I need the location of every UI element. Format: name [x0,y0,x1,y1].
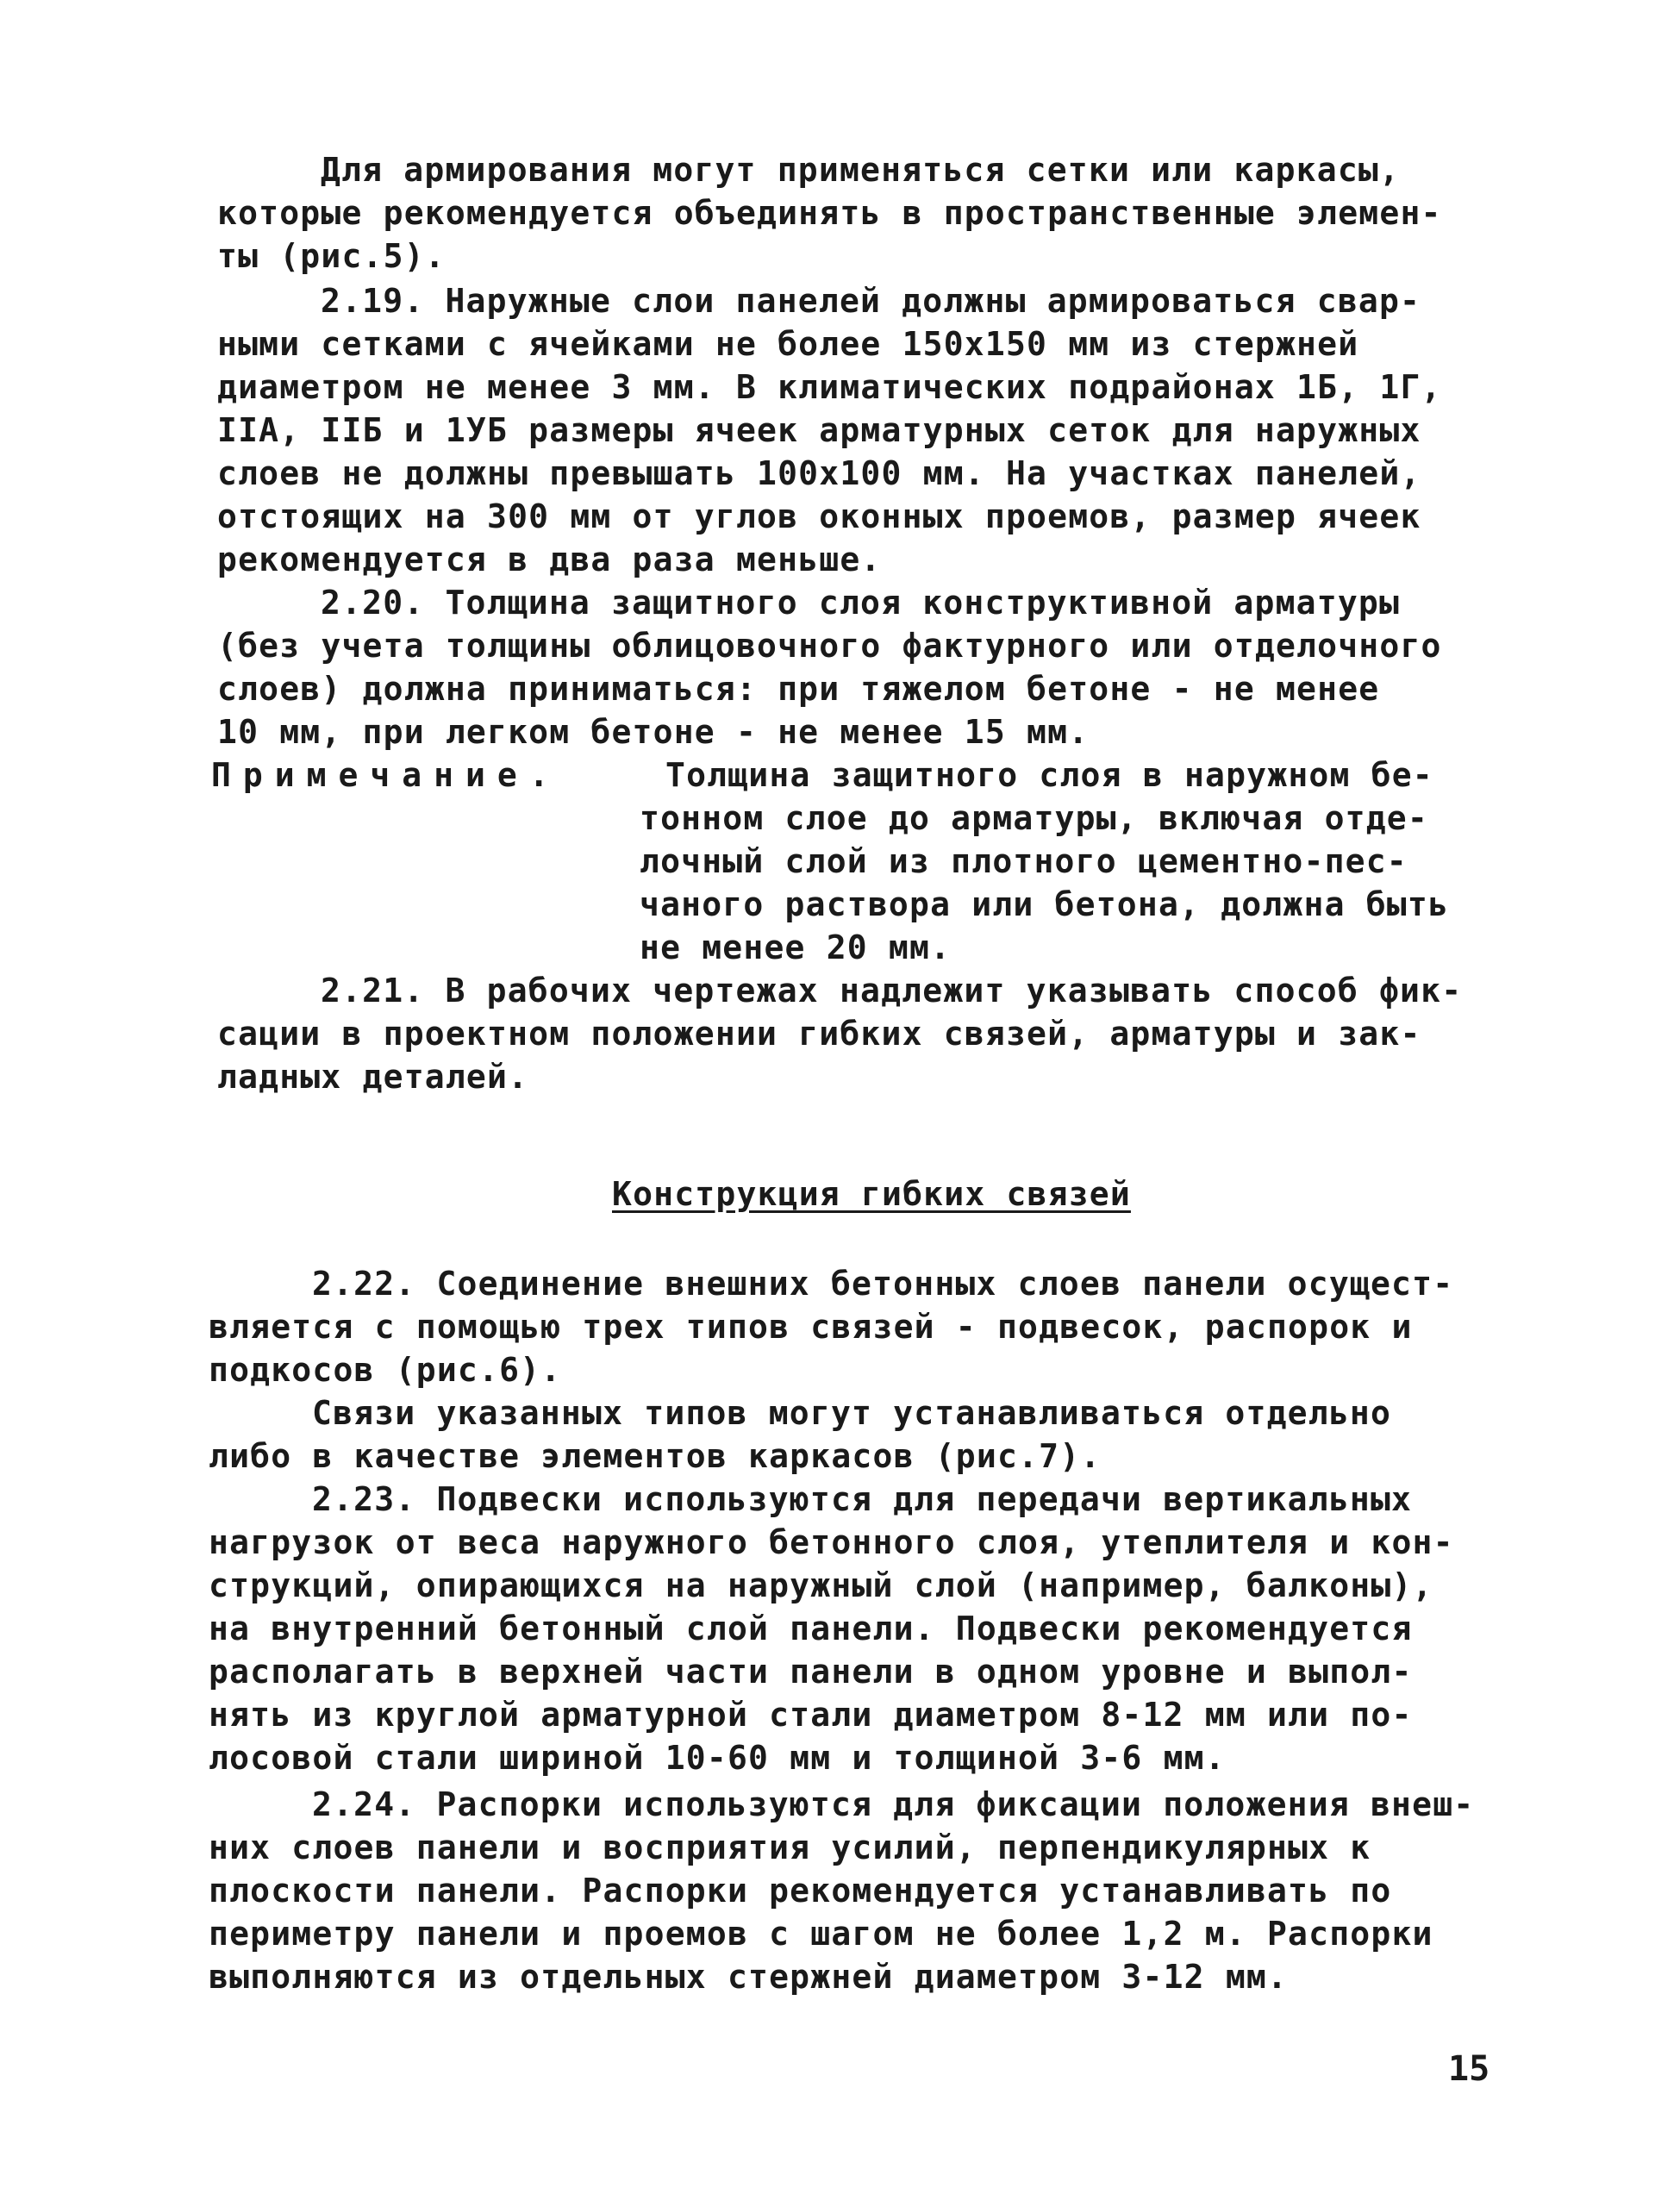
text-line: 2.23. Подвески используются для передачи вертикальных [312,1480,1413,1518]
text-line: плоскости панели. Распорки рекомендуется устанавливать по [209,1872,1392,1910]
page-number: 15 [1448,2049,1490,2089]
text-line: Для армирования могут применяться сетки или каркасы, [321,151,1401,189]
note-line: не менее 20 мм. [640,928,952,966]
text-line: 2.21. В рабочих чертежах надлежит указывать способ фик- [321,972,1463,1010]
text-line: выполняются из отдельных стержней диаметром 3-12 мм. [209,1958,1289,1996]
text-line: слоев не должны превышать 100х100 мм. На участках панелей, [217,454,1421,492]
text-line: струкций, опирающихся на наружный слой (например, балконы), [209,1566,1433,1604]
text-line: лосовой стали шириной 10-60 мм и толщиной 3-6 мм. [209,1739,1226,1777]
text-line: IIА, IIБ и 1УБ размеры ячеек арматурных сеток для наружных [217,411,1421,449]
text-line: 10 мм, при легком бетоне - не менее 15 мм. [217,713,1090,751]
text-line: Связи указанных типов могут устанавливаться отдельно [312,1394,1392,1432]
text-line: сации в проектном положении гибких связей, арматуры и зак- [217,1015,1421,1053]
text-line: ными сетками с ячейками не более 150х150 мм из стержней [217,325,1359,363]
text-line: периметру панели и проемов с шагом не более 1,2 м. Распорки [209,1915,1433,1953]
text-line: 2.19. Наружные слои панелей должны армироваться свар- [321,282,1421,320]
text-line: рекомендуется в два раза меньше. [217,541,882,578]
text-line: отстоящих на 300 мм от углов оконных проемов, размер ячеек [217,497,1421,535]
text-line: ты (рис.5). [217,237,446,275]
text-line: вляется с помощью трех типов связей - подвесок, распорок и [209,1308,1413,1346]
text-line: 2.22. Соединение внешних бетонных слоев панели осущест- [312,1265,1454,1303]
text-line: 2.24. Распорки используются для фиксации положения внеш- [312,1785,1475,1823]
text-line: которые рекомендуется объединять в пространственные элемен- [217,194,1442,232]
section-heading: Конструкция гибких связей [612,1175,1131,1213]
note-line: тонном слое до арматуры, включая отде- [640,799,1428,837]
text-line: диаметром не менее 3 мм. В климатических подрайонах 1Б, 1Г, [217,368,1442,406]
note-label: Примечание. [211,756,561,794]
text-line: нагрузок от веса наружного бетонного слоя, утеплителя и кон- [209,1523,1454,1561]
note-line: лочный слой из плотного цементно-пес- [640,842,1408,880]
text-line: (без учета толщины облицовочного фактурного или отделочного [217,627,1442,665]
text-line: на внутренний бетонный слой панели. Подвески рекомендуется [209,1610,1413,1647]
text-line: ладных деталей. [217,1058,529,1096]
note-line: чаного раствора или бетона, должна быть [640,885,1450,923]
text-line: либо в качестве элементов каркасов (рис.7). [209,1437,1102,1475]
text-line: располагать в верхней части панели в одном уровне и выпол- [209,1653,1413,1691]
text-line: подкосов (рис.6). [209,1351,562,1389]
note-line: Толщина защитного слоя в наружном бе- [665,756,1433,794]
text-line: нять из круглой арматурной стали диаметром 8-12 мм или по- [209,1696,1413,1734]
text-line: них слоев панели и восприятия усилий, перпендикулярных к [209,1829,1371,1866]
text-line: слоев) должна приниматься: при тяжелом бетоне - не менее [217,670,1380,708]
text-line: 2.20. Толщина защитного слоя конструктивной арматуры [321,584,1401,622]
